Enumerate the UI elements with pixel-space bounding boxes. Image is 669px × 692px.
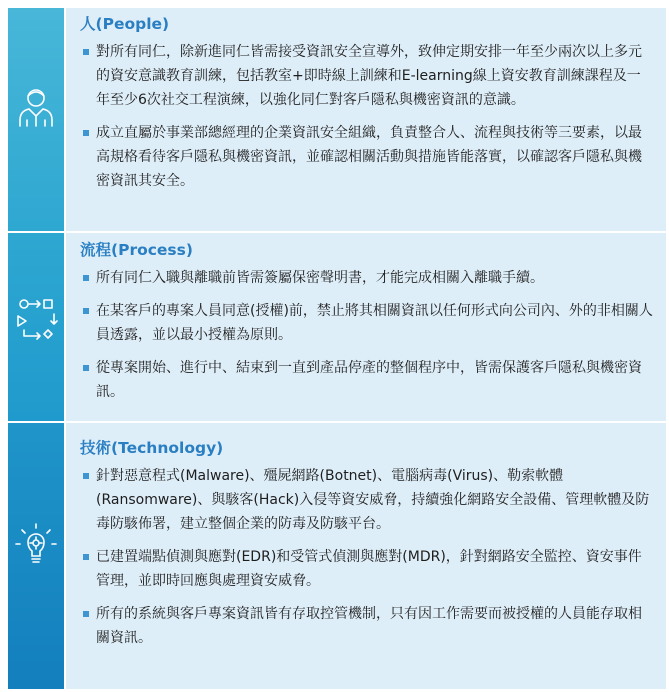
person-icon [12, 82, 60, 130]
section-title: 技術(Technology) [80, 439, 224, 457]
lightbulb-gear-icon [12, 520, 60, 568]
process-section [80, 240, 654, 413]
section-title: 人(People) [80, 15, 170, 33]
bullet-icon [83, 365, 89, 371]
list-item: 所有的系統與客戶專案資訊皆有存取控管機制，只有因工作需要而被授權的人員能存取相關資訊。 [80, 602, 654, 650]
bullet-icon [83, 130, 89, 136]
bullet-icon [83, 49, 89, 55]
list-item: 針對惡意程式(Malware)、殭屍網路(Botnet)、電腦病毒(Virus)、勒索軟體(Ransomware)、與駭客(Hack)入侵等資安威脅，持續強化網路安全設備、管理軟體及防毒防駭佈署，建立整個企業的防毒及防駭平台。 [80, 464, 654, 536]
list-item: 已建置端點偵測與應對(EDR)和受管式偵測與應對(MDR)，針對網路安全監控、資安事件管理，並即時回應與處理資安威脅。 [80, 545, 654, 593]
technology-section [80, 438, 654, 659]
people-section [80, 14, 654, 202]
bullet-icon [83, 275, 89, 281]
section-title: 流程(Process) [80, 241, 193, 259]
bullet-icon [83, 611, 89, 617]
list-item: 所有同仁入職與離職前皆需簽屬保密聲明書，才能完成相關入離職手續。 [80, 266, 654, 290]
bullet-icon [83, 554, 89, 560]
process-cycle-icon [12, 296, 60, 344]
list-item: 在某客戶的專案人員同意(授權)前，禁止將其相關資訊以任何形式向公司內、外的非相關人員透露，並以最小授權為原則。 [80, 299, 654, 347]
bullet-icon [83, 308, 89, 314]
list-item: 對所有同仁，除新進同仁皆需接受資訊安全宣導外，致伸定期安排一年至少兩次以上多元的資安意識教育訓練，包括教室+即時線上訓練和E-learning線上資安教育訓練課程及一年至少6次社交工程演練，以強化同仁對客戶隱私與機密資訊的意識。 [80, 40, 654, 112]
list-item: 從專案開始、進行中、結束到一直到產品停產的整個程序中，皆需保護客戶隱私與機密資訊。 [80, 356, 654, 404]
bullet-icon [83, 473, 89, 479]
list-item: 成立直屬於事業部總經理的企業資訊安全組織，負責整合人、流程與技術等三要素，以最高規格看待客戶隱私與機密資訊，並確認相關活動與措施皆能落實，以確認客戶隱私與機密資訊其安全。 [80, 121, 654, 193]
